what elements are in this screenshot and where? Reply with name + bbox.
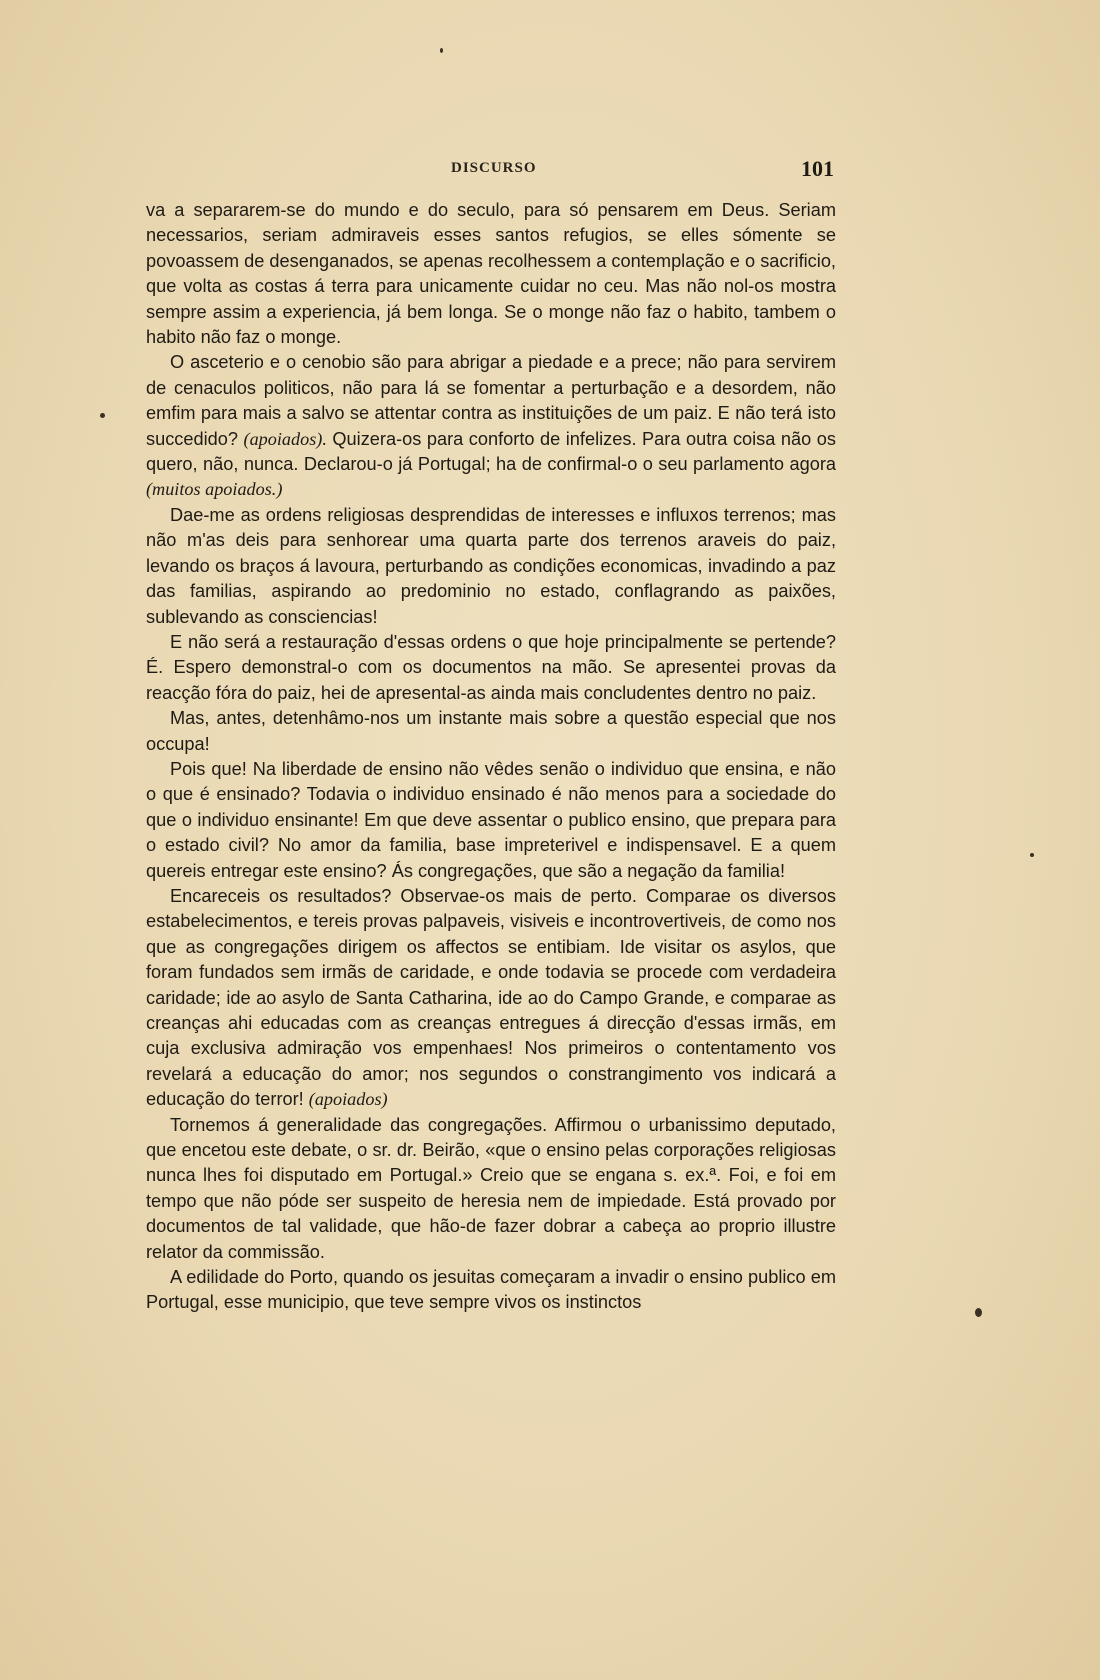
italic-annotation: (apoiados): [308, 1089, 388, 1110]
paragraph-text: Dae-me as ordens religiosas desprendidas de interesses e influxos terrenos; mas não m'as deis para senhorear uma quarta parte dos terrenos araveis do paiz, levando os braços á lavoura, perturbando as condições economicas, invadindo a paz das familias, aspirando ao predominio no estado, conflagrando as paixões, sublevando as consciencias!: [146, 504, 836, 627]
paragraph: [146, 350, 836, 502]
paragraph-text: O asceterio e o cenobio são para abrigar a piedade e a prece; não para servirem de cenaculos politicos, não para lá se fomentar a perturbação e a desordem, não emfim para mais a salvo se attentar contra as instituições de um paiz. E não terá isto succedido?: [146, 352, 836, 449]
paragraph: [146, 630, 836, 706]
paragraph: [146, 198, 836, 350]
ink-speck: [1030, 853, 1034, 857]
ink-speck: [975, 1308, 982, 1317]
paragraph: [146, 706, 836, 757]
ink-speck: [440, 48, 443, 53]
italic-annotation: (muitos apoiados.): [146, 479, 283, 500]
paragraph: [146, 757, 836, 884]
paragraph-text: Tornemos á generalidade das congregações. Affirmou o urbanissimo deputado, que encetou este debate, o sr. dr. Beirão, «que o ensino pelas corporações religiosas nunca lhes foi disputado em Portugal.» Creio que se engana s. ex.ª. Foi, e foi em tempo que não póde ser suspeito de heresia nem de impiedade. Está provado por documentos de tal validade, que hão-de fazer dobrar a cabeça ao proprio illustre relator da commissão.: [146, 1114, 836, 1262]
paragraph: [146, 1265, 836, 1316]
paragraph: [146, 1113, 836, 1265]
paragraph-text: Encareceis os resultados? Observae-os mais de perto. Comparae os diversos estabelecimentos, e tereis provas palpaveis, visiveis e incontrovertiveis, de como nos que as congregações dirigem os affectos se entibiam. Ide visitar os asylos, que foram fundados sem irmãs de caridade, e onde todavia se procede com verdadeira caridade; ide ao asylo de Santa Catharina, ide ao do Campo Grande, e comparae as creanças ahi educadas com as creanças entregues á direcção d'essas irmãs, em cuja exclusiva admiração vos empenhaes! Nos primeiros o contentamento vos revelará a educação do amor; nos segundos o constrangimento vos indicará a educação do terror!: [146, 885, 836, 1110]
paragraph: [146, 503, 836, 630]
paragraph-text: va a separarem-se do mundo e do seculo, para só pensarem em Deus. Seriam necessarios, seriam admiraveis esses santos refugios, se elles sómente se povoassem de desenganados, se apenas recolhessem a contemplação e o sacrificio, que volta as costas á terra para unicamente cuidar no ceu. Mas não nol-os mostra sempre assim a experiencia, já bem longa. Se o monge não faz o habito, tambem o habito não faz o monge.: [146, 200, 836, 348]
page-number: 101: [801, 156, 834, 181]
paragraph-text: A edilidade do Porto, quando os jesuitas começaram a invadir o ensino publico em Portugal, esse municipio, que teve sempre vivos os instinctos: [146, 1267, 836, 1313]
italic-annotation: (apoiados).: [243, 428, 327, 449]
ink-speck: [100, 413, 105, 418]
paragraph: [146, 884, 836, 1113]
paragraph-text: E não será a restauração d'essas ordens o que hoje principalmente se pertende? É. Espero demonstral-o com os documentos na mão. Se apresentei provas da reacção fóra do paiz, hei de apresental-as ainda mais concludentes dentro no paiz.: [146, 631, 836, 703]
body-text: [146, 198, 836, 1316]
paragraph-text: Pois que! Na liberdade de ensino não vêdes senão o individuo que ensina, e não o que é ensinado? Todavia o individuo ensinado é não menos para a sociedade do que o individuo ensinante! Em que deve assentar o publico ensino, que prepara para o estado civil? No amor da familia, base impreterivel e indispensavel. E a quem quereis entregar este ensino? Ás congregações, que são a negação da familia!: [146, 758, 836, 881]
paragraph-text: Quizera-os para conforto de infelizes. Para outra coisa não os quero, não, nunca. Declarou-o já Portugal; ha de confirmal-o o seu parlamento agora: [146, 428, 836, 475]
page-header: [146, 156, 836, 186]
running-head: DISCURSO: [451, 160, 537, 176]
paragraph-text: Mas, antes, detenhâmo-nos um instante mais sobre a questão especial que nos occupa!: [146, 708, 836, 754]
